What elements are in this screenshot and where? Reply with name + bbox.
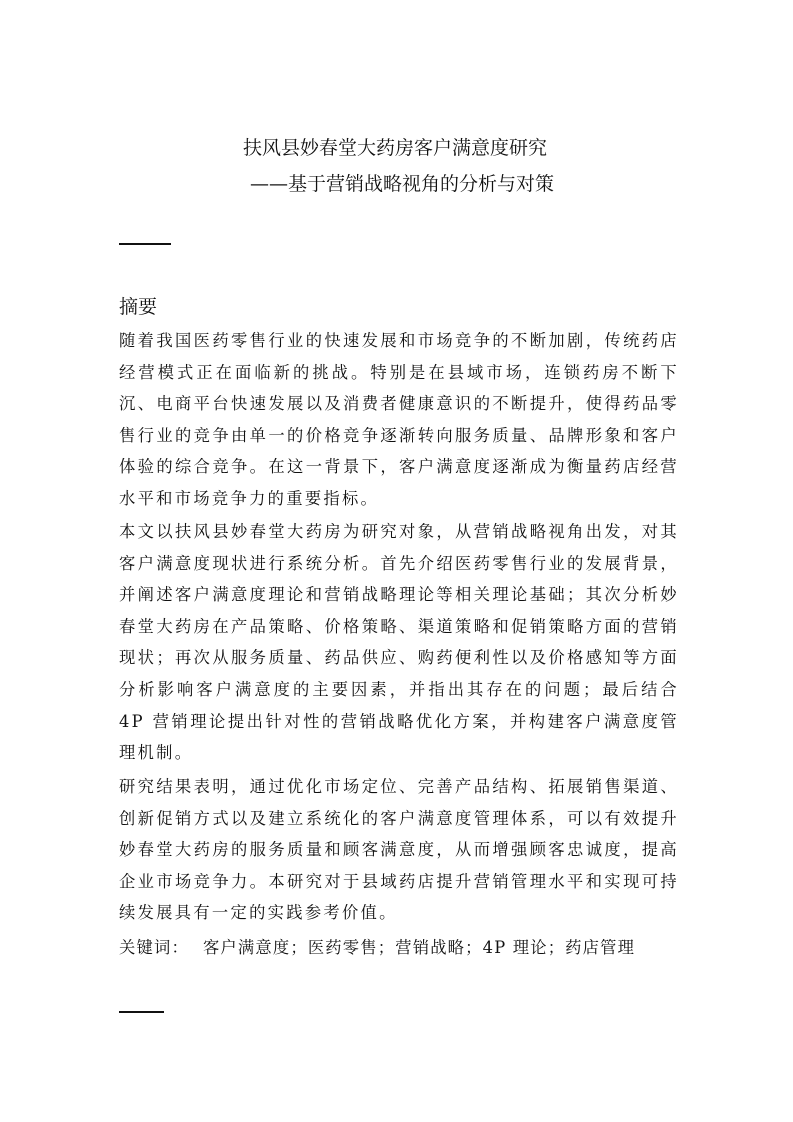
document-title: 扶风县妙春堂大药房客户满意度研究 [243,137,548,159]
divider-bottom [119,1011,164,1013]
document-subtitle: ——基于营销战略视角的分析与对策 [250,173,555,195]
abstract-paragraph-3: 研究结果表明，通过优化市场定位、完善产品结构、拓展销售渠道、创新促销方式以及建立系统化的客户满意度管理体系，可以有效提升妙春堂大药房的服务质量和顾客满意度，从而增强顾客忠诚度，提高企业市场竞争力。本研究对于县域药店提升营销管理水平和实现可持续发展具有一定的实践参考价值。 [119,777,679,923]
keywords-list: 客户满意度；医药零售；营销战略；4P 理论；药店管理 [202,938,636,957]
abstract-paragraph-1: 随着我国医药零售行业的快速发展和市场竞争的不断加剧，传统药店经营模式正在面临新的挑战。特别是在县域市场，连锁药房不断下沉、电商平台快速发展以及消费者健康意识的不断提升，使得药品零售行业的竞争由单一的价格竞争逐渐转向服务质量、品牌形象和客户体验的综合竞争。在这一背景下，客户满意度逐渐成为衡量药店经营水平和市场竞争力的重要指标。 [119,331,679,508]
divider-top [119,243,171,245]
abstract-paragraph-2: 本文以扶风县妙春堂大药房为研究对象，从营销战略视角出发，对其客户满意度现状进行系统分析。首先介绍医药零售行业的发展背景，并阐述客户满意度理论和营销战略理论等相关理论基础；其次分析妙春堂大药房在产品策略、价格策略、渠道策略和促销策略方面的营销现状；再次从服务质量、药品供应、购药便利性以及价格感知等方面分析影响客户满意度的主要因素，并指出其存在的问题；最后结合 4P 营销理论提出针对性的营销战略优化方案，并构建客户满意度管理机制。 [119,522,679,763]
abstract-heading: 摘要 [119,296,158,318]
keywords-line [119,932,635,964]
keywords-label: 关键词： [119,938,189,957]
